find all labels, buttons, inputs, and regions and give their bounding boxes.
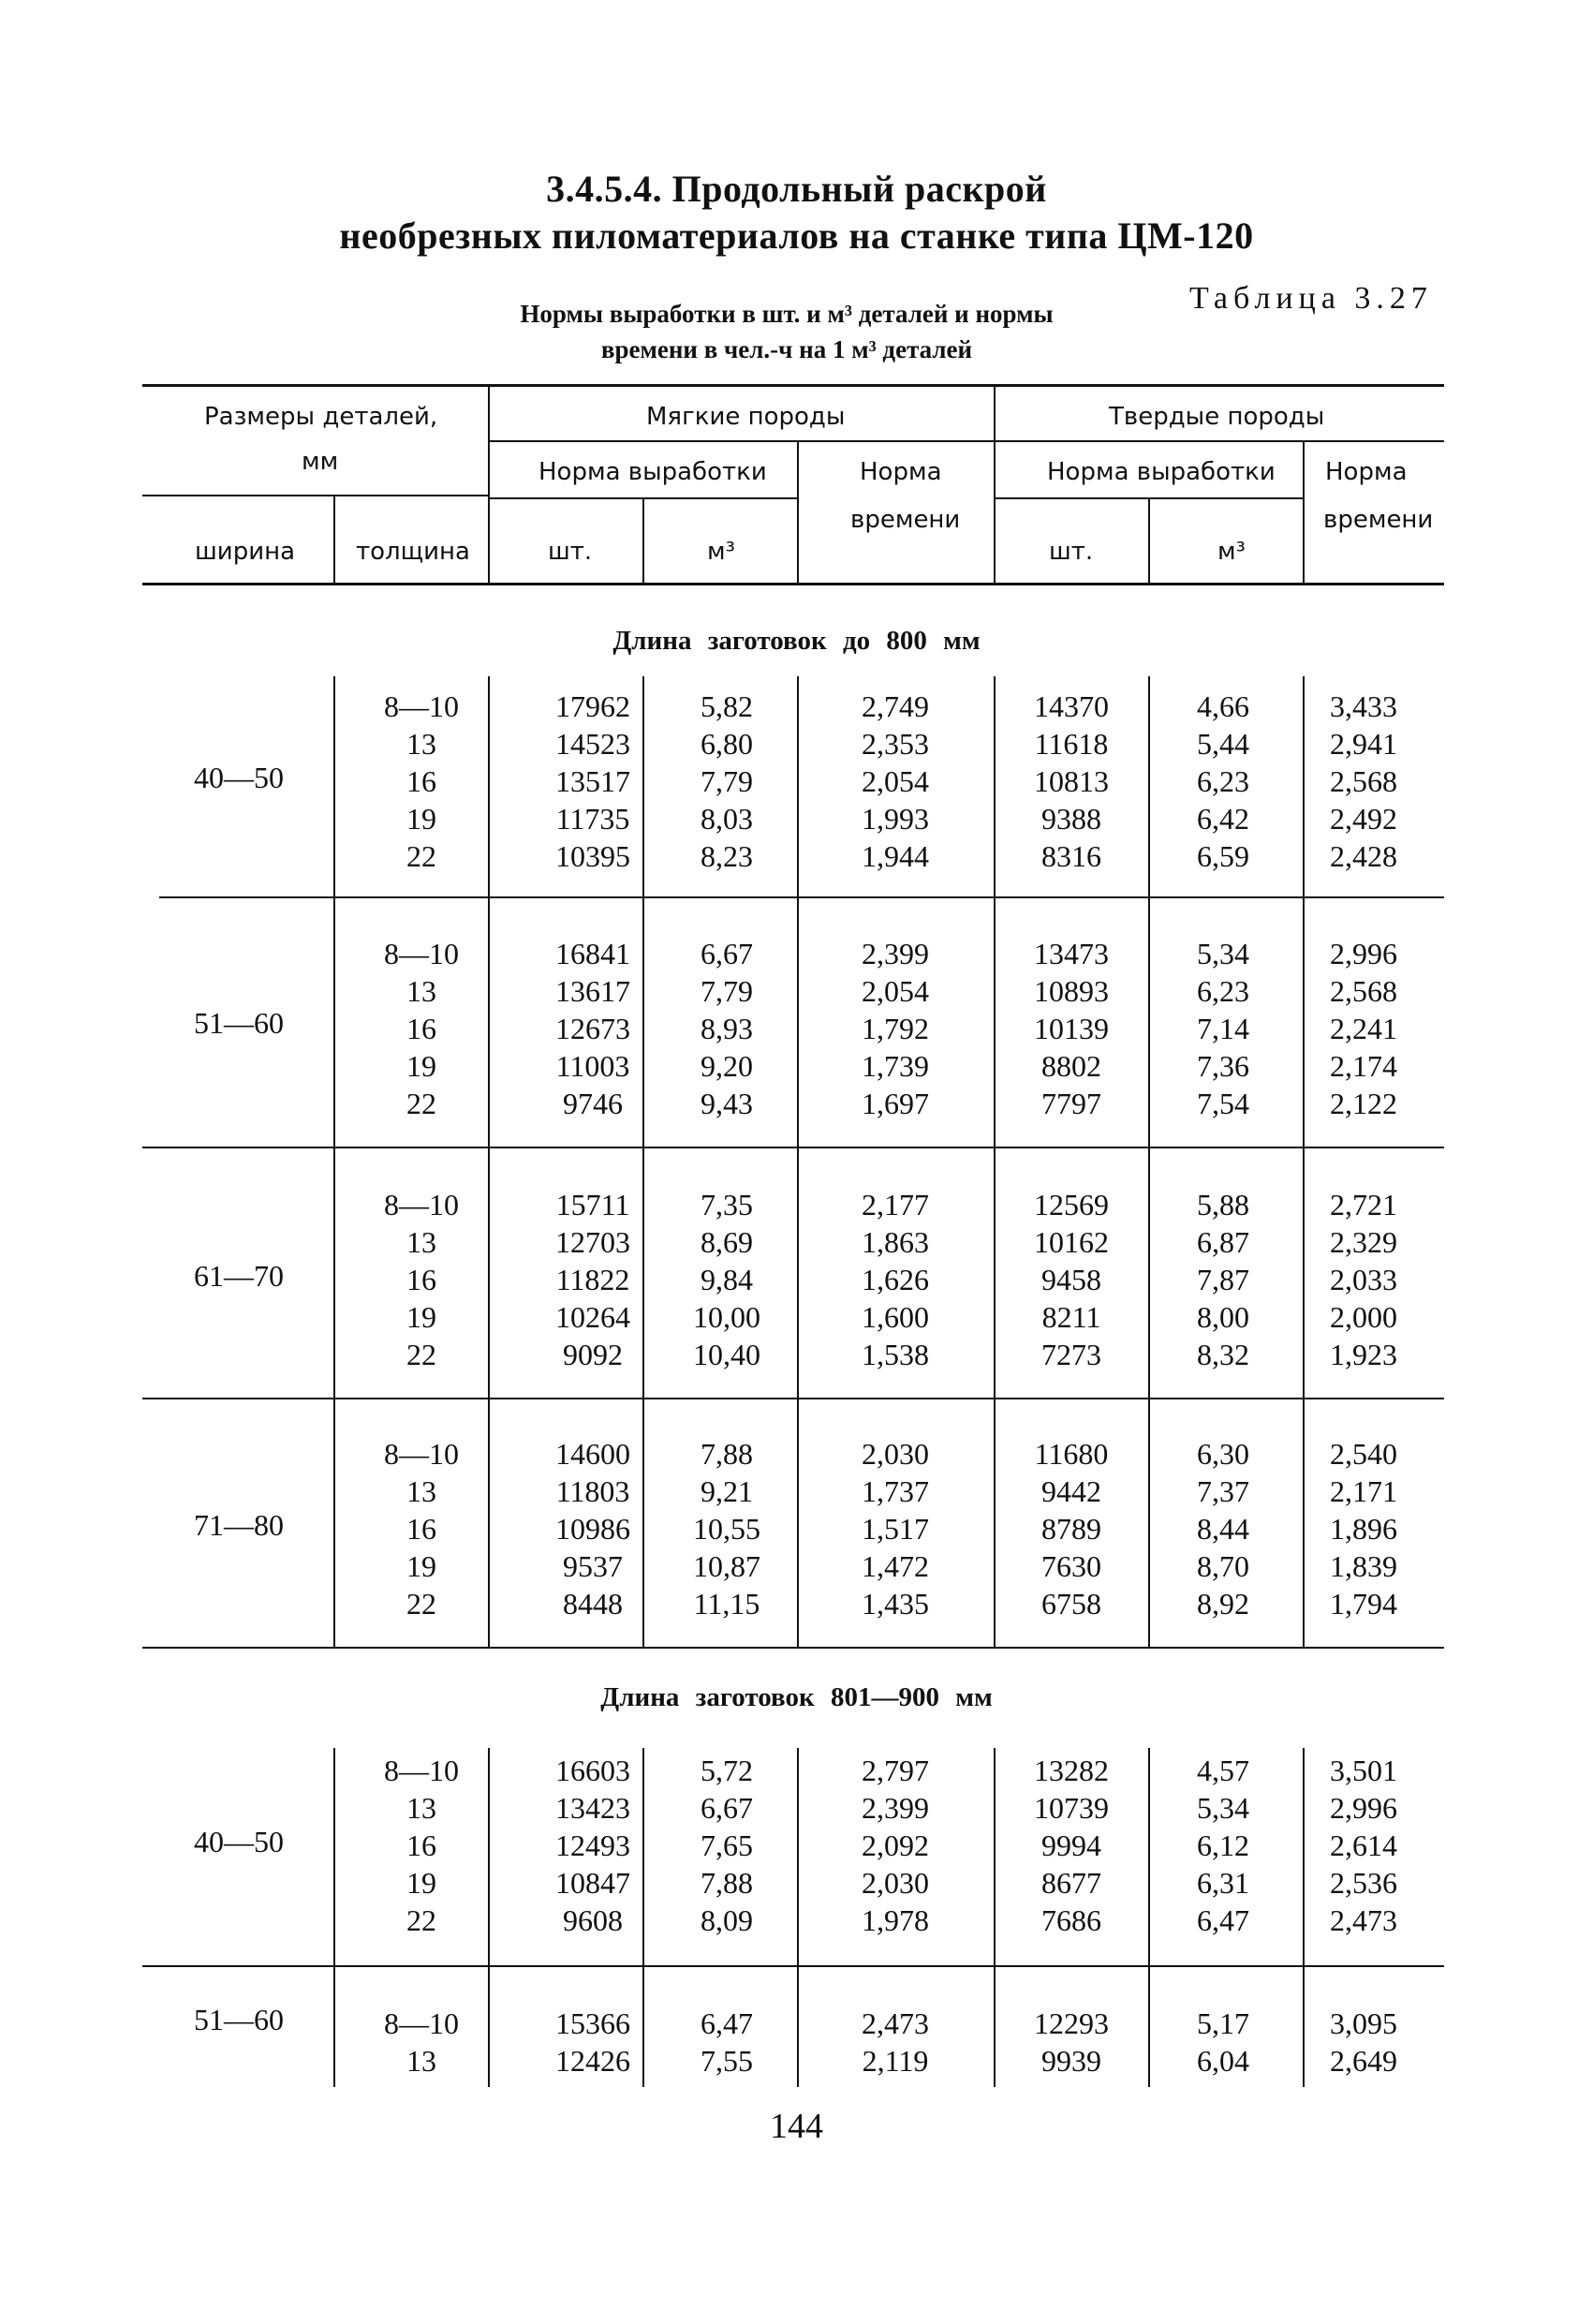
thickness-cell: 8—10 xyxy=(384,1437,459,1471)
hard-pcs-cell: 8802 xyxy=(1041,1049,1101,1083)
hard-pcs-cell: 9388 xyxy=(1041,802,1101,836)
hard-pcs-cell: 14370 xyxy=(1034,689,1109,723)
hard-pcs-cell: 8316 xyxy=(1041,839,1101,873)
table-row xyxy=(0,1587,1593,1624)
soft-m3-cell: 5,72 xyxy=(701,1754,753,1787)
soft-pcs-cell: 8448 xyxy=(563,1587,623,1621)
hard-pcs-cell: 9442 xyxy=(1041,1474,1101,1508)
header-hard: Твердые породы xyxy=(1109,403,1325,431)
soft-pcs-cell: 12703 xyxy=(555,1225,630,1259)
soft-pcs-cell: 13617 xyxy=(555,974,630,1008)
hard-time-cell: 2,568 xyxy=(1330,764,1397,798)
soft-time-cell: 1,863 xyxy=(862,1225,929,1259)
soft-m3-cell: 9,20 xyxy=(701,1049,753,1083)
table-row xyxy=(0,1049,1593,1087)
hard-time-cell: 2,473 xyxy=(1330,1903,1397,1937)
soft-m3-cell: 7,88 xyxy=(701,1866,753,1900)
group-width-label: 71—80 xyxy=(194,1508,284,1542)
soft-m3-cell: 8,09 xyxy=(701,1903,753,1937)
hard-m3-cell: 8,92 xyxy=(1197,1587,1249,1621)
soft-time-cell: 1,944 xyxy=(862,839,929,873)
table-row xyxy=(0,2006,1593,2044)
table-row xyxy=(0,1437,1593,1474)
soft-pcs-cell: 12673 xyxy=(555,1012,630,1045)
thickness-cell: 16 xyxy=(406,1512,436,1546)
hard-m3-cell: 5,34 xyxy=(1197,937,1249,970)
thickness-cell: 8—10 xyxy=(384,1754,459,1787)
hard-m3-cell: 8,44 xyxy=(1197,1512,1249,1546)
thickness-cell: 13 xyxy=(406,727,436,761)
soft-m3-cell: 6,47 xyxy=(701,2006,753,2040)
section-heading: Длина заготовок 801—900 мм xyxy=(600,1682,993,1712)
soft-pcs-cell: 10986 xyxy=(555,1512,630,1546)
soft-pcs-cell: 14600 xyxy=(555,1437,630,1471)
hard-pcs-cell: 7273 xyxy=(1041,1338,1101,1371)
thickness-cell: 19 xyxy=(406,1549,436,1583)
hard-time-cell: 2,536 xyxy=(1330,1866,1397,1900)
hard-m3-cell: 7,54 xyxy=(1197,1087,1249,1120)
hard-m3-cell: 6,30 xyxy=(1197,1437,1249,1471)
soft-m3-cell: 9,43 xyxy=(701,1087,753,1120)
thickness-cell: 13 xyxy=(406,974,436,1008)
hard-time-cell: 2,996 xyxy=(1330,1791,1397,1825)
soft-time-cell: 1,517 xyxy=(862,1512,929,1546)
thickness-cell: 8—10 xyxy=(384,1188,459,1221)
table-row xyxy=(0,727,1593,764)
hard-time-cell: 2,649 xyxy=(1330,2044,1397,2078)
header-vline xyxy=(642,499,644,584)
soft-pcs-cell: 11822 xyxy=(555,1263,630,1296)
soft-time-cell: 1,792 xyxy=(862,1012,929,1045)
thickness-cell: 8—10 xyxy=(384,689,459,723)
table-row xyxy=(0,1754,1593,1791)
soft-time-cell: 2,399 xyxy=(862,937,929,970)
soft-m3-cell: 9,84 xyxy=(701,1263,753,1296)
hard-m3-cell: 5,17 xyxy=(1197,2006,1249,2040)
hard-pcs-cell: 13473 xyxy=(1034,937,1109,970)
hard-time-cell: 2,033 xyxy=(1330,1263,1397,1296)
thickness-cell: 19 xyxy=(406,1866,436,1900)
hard-m3-cell: 7,37 xyxy=(1197,1474,1249,1508)
soft-pcs-cell: 15366 xyxy=(555,2006,630,2040)
soft-time-cell: 1,978 xyxy=(862,1903,929,1937)
table-caption-line2: времени в чел.-ч на 1 м³ деталей xyxy=(600,335,973,363)
section-title: 3.4.5.4. Продольный раскрой xyxy=(546,168,1047,210)
thickness-cell: 16 xyxy=(406,764,436,798)
hard-pcs-cell: 10139 xyxy=(1034,1012,1109,1045)
header-thickness: толщина xyxy=(356,538,470,566)
group-rule xyxy=(142,1147,1444,1148)
thickness-cell: 13 xyxy=(406,2044,436,2078)
soft-time-cell: 1,600 xyxy=(862,1300,929,1334)
soft-m3-cell: 7,65 xyxy=(701,1828,753,1862)
table-row xyxy=(0,1188,1593,1225)
soft-pcs-cell: 17962 xyxy=(555,689,630,723)
hard-pcs-cell: 11618 xyxy=(1034,727,1109,761)
thickness-cell: 16 xyxy=(406,1263,436,1296)
group-rule xyxy=(142,1398,1444,1399)
table-number: Таблица 3.27 xyxy=(1189,281,1433,316)
hard-m3-cell: 6,87 xyxy=(1197,1225,1249,1259)
soft-m3-cell: 6,67 xyxy=(701,1791,753,1825)
soft-pcs-cell: 16841 xyxy=(555,937,630,970)
hard-time-cell: 2,241 xyxy=(1330,1012,1397,1045)
header-m3-hard: м³ xyxy=(1217,538,1246,566)
header-norm-soft: Норма xyxy=(860,458,942,486)
table-row xyxy=(0,937,1593,974)
header-top-rule xyxy=(142,384,1444,387)
soft-pcs-cell: 10395 xyxy=(555,839,630,873)
hard-pcs-cell: 8211 xyxy=(1041,1300,1101,1334)
table-row xyxy=(0,1512,1593,1549)
soft-pcs-cell: 13423 xyxy=(555,1791,630,1825)
thickness-cell: 16 xyxy=(406,1012,436,1045)
hard-pcs-cell: 8789 xyxy=(1041,1512,1101,1546)
hard-time-cell: 1,839 xyxy=(1330,1549,1397,1583)
hard-pcs-cell: 9458 xyxy=(1041,1263,1101,1296)
hard-m3-cell: 4,57 xyxy=(1197,1754,1249,1787)
soft-m3-cell: 7,79 xyxy=(701,974,753,1008)
hard-m3-cell: 7,14 xyxy=(1197,1012,1249,1045)
header-m3-soft: м³ xyxy=(707,538,736,566)
soft-m3-cell: 8,69 xyxy=(701,1225,753,1259)
hard-time-cell: 2,428 xyxy=(1330,839,1397,873)
hard-m3-cell: 5,88 xyxy=(1197,1188,1249,1221)
hard-m3-cell: 8,00 xyxy=(1197,1300,1249,1334)
soft-pcs-cell: 12426 xyxy=(555,2044,630,2078)
group-rule xyxy=(159,896,1444,898)
soft-m3-cell: 8,23 xyxy=(701,839,753,873)
thickness-cell: 8—10 xyxy=(384,2006,459,2040)
hard-m3-cell: 7,36 xyxy=(1197,1049,1249,1083)
thickness-cell: 13 xyxy=(406,1225,436,1259)
table-row xyxy=(0,1474,1593,1512)
table-row xyxy=(0,1791,1593,1828)
soft-time-cell: 2,797 xyxy=(862,1754,929,1787)
hard-m3-cell: 6,23 xyxy=(1197,974,1249,1008)
hard-m3-cell: 6,23 xyxy=(1197,764,1249,798)
soft-m3-cell: 5,82 xyxy=(701,689,753,723)
hard-pcs-cell: 7686 xyxy=(1041,1903,1101,1937)
group-rule xyxy=(142,1647,1444,1649)
soft-time-cell: 1,697 xyxy=(862,1087,929,1120)
soft-time-cell: 2,054 xyxy=(862,974,929,1008)
hard-time-cell: 2,171 xyxy=(1330,1474,1397,1508)
group-width-label: 51—60 xyxy=(194,1006,284,1040)
hard-pcs-cell: 10162 xyxy=(1034,1225,1109,1259)
group-width-label: 61—70 xyxy=(194,1259,284,1293)
hard-time-cell: 3,433 xyxy=(1330,689,1397,723)
header-vline xyxy=(797,442,799,584)
soft-time-cell: 1,435 xyxy=(862,1587,929,1621)
hard-pcs-cell: 11680 xyxy=(1034,1437,1109,1471)
hard-pcs-cell: 9939 xyxy=(1041,2044,1101,2078)
soft-pcs-cell: 16603 xyxy=(555,1754,630,1787)
hard-time-cell: 1,896 xyxy=(1330,1512,1397,1546)
table-row xyxy=(0,2044,1593,2081)
table-row xyxy=(0,1300,1593,1338)
hard-m3-cell: 4,66 xyxy=(1197,689,1249,723)
soft-time-cell: 2,353 xyxy=(862,727,929,761)
hard-pcs-cell: 13282 xyxy=(1034,1754,1109,1787)
thickness-cell: 16 xyxy=(406,1828,436,1862)
table-caption xyxy=(393,296,1180,367)
hard-pcs-cell: 12293 xyxy=(1034,2006,1109,2040)
hard-m3-cell: 6,42 xyxy=(1197,802,1249,836)
header-sub-rule-left xyxy=(142,495,489,496)
soft-pcs-cell: 9608 xyxy=(563,1903,623,1937)
hard-pcs-cell: 12569 xyxy=(1034,1188,1109,1221)
header-pcs-soft: шт. xyxy=(548,538,593,566)
soft-time-cell: 2,030 xyxy=(862,1437,929,1471)
soft-m3-cell: 10,00 xyxy=(693,1300,760,1334)
hard-time-cell: 2,996 xyxy=(1330,937,1397,970)
hard-time-cell: 3,095 xyxy=(1330,2006,1397,2040)
header-norm-hard: Норма xyxy=(1325,458,1408,486)
table-row xyxy=(0,1828,1593,1866)
hard-pcs-cell: 10739 xyxy=(1034,1791,1109,1825)
soft-pcs-cell: 13517 xyxy=(555,764,630,798)
soft-time-cell: 2,092 xyxy=(862,1828,929,1862)
soft-time-cell: 1,993 xyxy=(862,802,929,836)
header-width: ширина xyxy=(195,538,296,566)
table-row xyxy=(0,802,1593,839)
table-row xyxy=(0,764,1593,802)
header-norm-output-hard: Норма выработки xyxy=(1047,458,1276,486)
soft-pcs-cell: 9092 xyxy=(563,1338,623,1371)
table-row xyxy=(0,1012,1593,1049)
soft-time-cell: 2,177 xyxy=(862,1188,929,1221)
soft-pcs-cell: 10264 xyxy=(555,1300,630,1334)
thickness-cell: 13 xyxy=(406,1791,436,1825)
page-number: 144 xyxy=(770,2107,823,2146)
soft-m3-cell: 11,15 xyxy=(693,1587,760,1621)
table-row xyxy=(0,839,1593,877)
soft-time-cell: 2,054 xyxy=(862,764,929,798)
hard-m3-cell: 8,32 xyxy=(1197,1338,1249,1371)
hard-time-cell: 2,941 xyxy=(1330,727,1397,761)
thickness-cell: 19 xyxy=(406,1049,436,1083)
section-heading: Длина заготовок до 800 мм xyxy=(612,626,981,656)
hard-pcs-cell: 10893 xyxy=(1034,974,1109,1008)
header-sizes: Размеры деталей, xyxy=(204,403,438,431)
thickness-cell: 22 xyxy=(406,1903,436,1937)
header-mm: мм xyxy=(302,448,339,476)
hard-m3-cell: 6,04 xyxy=(1197,2044,1249,2078)
table-row xyxy=(0,1903,1593,1941)
soft-pcs-cell: 12493 xyxy=(555,1828,630,1862)
header-vline xyxy=(333,496,335,584)
hard-pcs-cell: 9994 xyxy=(1041,1828,1101,1862)
section-subtitle: необрезных пиломатериалов на станке типа ЦМ-120 xyxy=(339,215,1254,257)
hard-time-cell: 2,174 xyxy=(1330,1049,1397,1083)
soft-time-cell: 1,626 xyxy=(862,1263,929,1296)
thickness-cell: 22 xyxy=(406,839,436,873)
soft-time-cell: 1,739 xyxy=(862,1049,929,1083)
thickness-cell: 19 xyxy=(406,1300,436,1334)
soft-m3-cell: 8,03 xyxy=(701,802,753,836)
group-width-label: 40—50 xyxy=(194,761,284,794)
soft-pcs-cell: 14523 xyxy=(555,727,630,761)
hard-time-cell: 2,721 xyxy=(1330,1188,1397,1221)
soft-m3-cell: 10,55 xyxy=(693,1512,760,1546)
table-row xyxy=(0,1087,1593,1124)
hard-pcs-cell: 8677 xyxy=(1041,1866,1101,1900)
thickness-cell: 8—10 xyxy=(384,937,459,970)
soft-time-cell: 2,399 xyxy=(862,1791,929,1825)
soft-time-cell: 2,119 xyxy=(862,2044,929,2078)
soft-pcs-cell: 9537 xyxy=(563,1549,623,1583)
table-row xyxy=(0,689,1593,727)
header-norm-output-soft: Норма выработки xyxy=(538,458,767,486)
hard-m3-cell: 6,12 xyxy=(1197,1828,1249,1862)
hard-pcs-cell: 7630 xyxy=(1041,1549,1101,1583)
soft-pcs-cell: 9746 xyxy=(563,1087,623,1120)
hard-time-cell: 2,568 xyxy=(1330,974,1397,1008)
group-width-label: 51—60 xyxy=(194,2003,284,2036)
header-time-hard: времени xyxy=(1323,506,1434,534)
soft-time-cell: 1,472 xyxy=(862,1549,929,1583)
soft-time-cell: 2,749 xyxy=(862,689,929,723)
hard-pcs-cell: 10813 xyxy=(1034,764,1109,798)
thickness-cell: 22 xyxy=(406,1587,436,1621)
soft-time-cell: 1,737 xyxy=(862,1474,929,1508)
soft-m3-cell: 6,80 xyxy=(701,727,753,761)
table-row xyxy=(0,1338,1593,1375)
hard-pcs-cell: 7797 xyxy=(1041,1087,1101,1120)
hard-m3-cell: 8,70 xyxy=(1197,1549,1249,1583)
group-width-label: 40—50 xyxy=(194,1825,284,1858)
hard-m3-cell: 7,87 xyxy=(1197,1263,1249,1296)
soft-time-cell: 1,538 xyxy=(862,1338,929,1371)
hard-pcs-cell: 6758 xyxy=(1041,1587,1101,1621)
soft-m3-cell: 9,21 xyxy=(701,1474,753,1508)
header-mid-rule xyxy=(489,440,1444,442)
hard-time-cell: 2,000 xyxy=(1330,1300,1397,1334)
table-row xyxy=(0,974,1593,1012)
hard-time-cell: 2,540 xyxy=(1330,1437,1397,1471)
hard-m3-cell: 6,59 xyxy=(1197,839,1249,873)
hard-m3-cell: 5,34 xyxy=(1197,1791,1249,1825)
hard-m3-cell: 5,44 xyxy=(1197,727,1249,761)
header-vline xyxy=(994,386,996,584)
hard-m3-cell: 6,47 xyxy=(1197,1903,1249,1937)
soft-pcs-cell: 10847 xyxy=(555,1866,630,1900)
soft-pcs-cell: 11003 xyxy=(555,1049,630,1083)
hard-time-cell: 2,329 xyxy=(1330,1225,1397,1259)
header-time-soft: времени xyxy=(850,506,961,534)
soft-time-cell: 2,030 xyxy=(862,1866,929,1900)
soft-m3-cell: 7,88 xyxy=(701,1437,753,1471)
table-row xyxy=(0,1549,1593,1587)
group-rule xyxy=(142,1965,1444,1967)
soft-m3-cell: 8,93 xyxy=(701,1012,753,1045)
thickness-cell: 19 xyxy=(406,802,436,836)
soft-pcs-cell: 15711 xyxy=(555,1188,630,1221)
soft-m3-cell: 10,87 xyxy=(693,1549,760,1583)
header-pcs-hard: шт. xyxy=(1049,538,1094,566)
header-bottom-rule xyxy=(142,583,1444,585)
header-vline xyxy=(1148,499,1150,584)
header-vline xyxy=(1303,442,1305,584)
thickness-cell: 22 xyxy=(406,1338,436,1371)
thickness-cell: 22 xyxy=(406,1087,436,1120)
soft-m3-cell: 7,35 xyxy=(701,1188,753,1221)
soft-pcs-cell: 11735 xyxy=(555,802,630,836)
soft-time-cell: 2,473 xyxy=(862,2006,929,2040)
soft-m3-cell: 10,40 xyxy=(693,1338,760,1371)
soft-pcs-cell: 11803 xyxy=(555,1474,630,1508)
hard-time-cell: 3,501 xyxy=(1330,1754,1397,1787)
hard-time-cell: 2,122 xyxy=(1330,1087,1397,1120)
table-row xyxy=(0,1263,1593,1300)
table-caption-line1: Нормы выработки в шт. и м³ деталей и нормы xyxy=(520,300,1054,328)
table-row xyxy=(0,1866,1593,1903)
hard-time-cell: 2,492 xyxy=(1330,802,1397,836)
header-vline xyxy=(488,386,490,584)
hard-time-cell: 2,614 xyxy=(1330,1828,1397,1862)
soft-m3-cell: 7,79 xyxy=(701,764,753,798)
soft-m3-cell: 6,67 xyxy=(701,937,753,970)
soft-m3-cell: 7,55 xyxy=(701,2044,753,2078)
table-row xyxy=(0,1225,1593,1263)
header-soft: Мягкие породы xyxy=(646,403,846,431)
hard-time-cell: 1,794 xyxy=(1330,1587,1397,1621)
hard-time-cell: 1,923 xyxy=(1330,1338,1397,1371)
hard-m3-cell: 6,31 xyxy=(1197,1866,1249,1900)
thickness-cell: 13 xyxy=(406,1474,436,1508)
